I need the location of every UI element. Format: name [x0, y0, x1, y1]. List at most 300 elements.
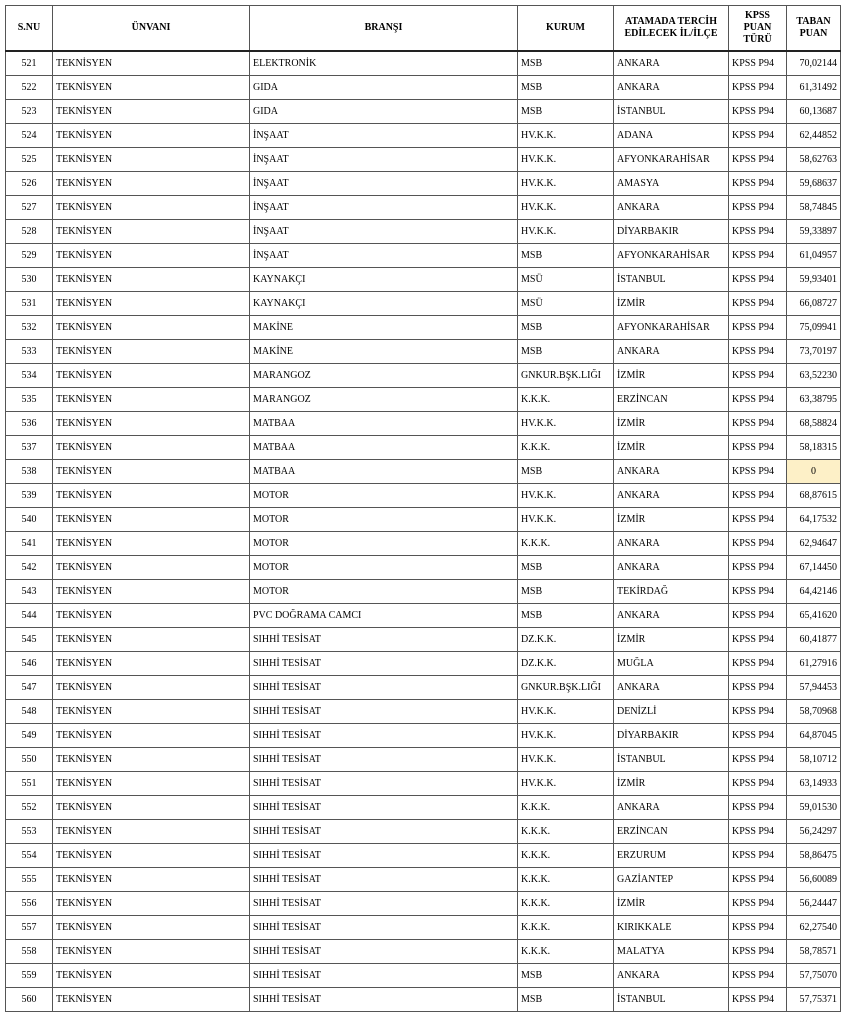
- cell-brans: SIHHİ TESİSAT: [250, 724, 518, 748]
- cell-kurum: HV.K.K.: [518, 124, 614, 148]
- cell-brans: MARANGOZ: [250, 388, 518, 412]
- table-row: [6, 916, 841, 940]
- cell-kpss: KPSS P94: [729, 676, 787, 700]
- cell-unvan: TEKNİSYEN: [53, 820, 250, 844]
- cell-brans: MOTOR: [250, 556, 518, 580]
- cell-sn: 526: [6, 172, 53, 196]
- table-row: [6, 844, 841, 868]
- header-unvan: ÜNVANI: [53, 6, 250, 52]
- cell-kpss: KPSS P94: [729, 100, 787, 124]
- table-row: [6, 724, 841, 748]
- cell-unvan: TEKNİSYEN: [53, 724, 250, 748]
- cell-brans: MOTOR: [250, 508, 518, 532]
- cell-il: AMASYA: [614, 172, 729, 196]
- cell-kpss: KPSS P94: [729, 268, 787, 292]
- cell-brans: SIHHİ TESİSAT: [250, 796, 518, 820]
- table-row: [6, 652, 841, 676]
- cell-unvan: TEKNİSYEN: [53, 964, 250, 988]
- cell-kurum: MSB: [518, 76, 614, 100]
- cell-unvan: TEKNİSYEN: [53, 124, 250, 148]
- cell-il: ERZİNCAN: [614, 388, 729, 412]
- cell-il: İSTANBUL: [614, 988, 729, 1012]
- table-row: [6, 868, 841, 892]
- cell-taban: 62,94647: [787, 532, 841, 556]
- table-row: [6, 532, 841, 556]
- cell-kurum: MSB: [518, 460, 614, 484]
- header-row: [6, 6, 841, 52]
- table-row: [6, 412, 841, 436]
- cell-kurum: HV.K.K.: [518, 700, 614, 724]
- cell-brans: MATBAA: [250, 412, 518, 436]
- table-row: [6, 340, 841, 364]
- cell-unvan: TEKNİSYEN: [53, 484, 250, 508]
- cell-kpss: KPSS P94: [729, 796, 787, 820]
- cell-taban: 64,42146: [787, 580, 841, 604]
- cell-taban: 61,04957: [787, 244, 841, 268]
- cell-sn: 547: [6, 676, 53, 700]
- cell-il: İSTANBUL: [614, 268, 729, 292]
- cell-kurum: HV.K.K.: [518, 196, 614, 220]
- cell-kpss: KPSS P94: [729, 484, 787, 508]
- cell-sn: 543: [6, 580, 53, 604]
- cell-taban: 58,70968: [787, 700, 841, 724]
- cell-il: ANKARA: [614, 676, 729, 700]
- cell-taban: 64,17532: [787, 508, 841, 532]
- cell-brans: İNŞAAT: [250, 124, 518, 148]
- cell-unvan: TEKNİSYEN: [53, 940, 250, 964]
- cell-unvan: TEKNİSYEN: [53, 508, 250, 532]
- cell-kurum: GNKUR.BŞK.LIĞI: [518, 676, 614, 700]
- cell-il: İZMİR: [614, 436, 729, 460]
- cell-kurum: K.K.K.: [518, 388, 614, 412]
- cell-sn: 537: [6, 436, 53, 460]
- cell-unvan: TEKNİSYEN: [53, 412, 250, 436]
- table-row: [6, 988, 841, 1012]
- cell-kpss: KPSS P94: [729, 172, 787, 196]
- cell-il: ANKARA: [614, 196, 729, 220]
- table-row: [6, 628, 841, 652]
- cell-sn: 539: [6, 484, 53, 508]
- cell-kpss: KPSS P94: [729, 580, 787, 604]
- cell-brans: SIHHİ TESİSAT: [250, 748, 518, 772]
- cell-sn: 557: [6, 916, 53, 940]
- header-taban: TABAN PUAN: [787, 6, 841, 52]
- cell-sn: 532: [6, 316, 53, 340]
- table-row: [6, 76, 841, 100]
- cell-kurum: MSB: [518, 964, 614, 988]
- table-row: [6, 796, 841, 820]
- table-row: [6, 604, 841, 628]
- cell-unvan: TEKNİSYEN: [53, 628, 250, 652]
- cell-kpss: KPSS P94: [729, 964, 787, 988]
- assignment-table: [5, 5, 841, 1012]
- cell-taban: 59,33897: [787, 220, 841, 244]
- cell-kurum: MSB: [518, 316, 614, 340]
- cell-brans: MOTOR: [250, 580, 518, 604]
- cell-kpss: KPSS P94: [729, 820, 787, 844]
- cell-unvan: TEKNİSYEN: [53, 292, 250, 316]
- cell-sn: 533: [6, 340, 53, 364]
- table-row: [6, 748, 841, 772]
- cell-taban: 59,68637: [787, 172, 841, 196]
- cell-kurum: HV.K.K.: [518, 412, 614, 436]
- cell-il: DİYARBAKIR: [614, 724, 729, 748]
- cell-sn: 544: [6, 604, 53, 628]
- cell-brans: MATBAA: [250, 460, 518, 484]
- table-row: [6, 364, 841, 388]
- cell-kurum: HV.K.K.: [518, 172, 614, 196]
- cell-brans: İNŞAAT: [250, 196, 518, 220]
- cell-kpss: KPSS P94: [729, 748, 787, 772]
- cell-kurum: HV.K.K.: [518, 724, 614, 748]
- cell-sn: 536: [6, 412, 53, 436]
- table-row: [6, 580, 841, 604]
- cell-sn: 531: [6, 292, 53, 316]
- cell-unvan: TEKNİSYEN: [53, 772, 250, 796]
- cell-unvan: TEKNİSYEN: [53, 76, 250, 100]
- cell-kurum: K.K.K.: [518, 892, 614, 916]
- cell-il: ANKARA: [614, 796, 729, 820]
- cell-sn: 522: [6, 76, 53, 100]
- cell-kurum: MSB: [518, 580, 614, 604]
- header-brans: BRANŞI: [250, 6, 518, 52]
- cell-kpss: KPSS P94: [729, 244, 787, 268]
- cell-taban: 61,27916: [787, 652, 841, 676]
- table-row: [6, 964, 841, 988]
- cell-unvan: TEKNİSYEN: [53, 460, 250, 484]
- cell-kurum: K.K.K.: [518, 532, 614, 556]
- cell-kurum: HV.K.K.: [518, 508, 614, 532]
- cell-il: ERZİNCAN: [614, 820, 729, 844]
- cell-taban: 64,87045: [787, 724, 841, 748]
- cell-brans: SIHHİ TESİSAT: [250, 988, 518, 1012]
- cell-sn: 530: [6, 268, 53, 292]
- cell-sn: 560: [6, 988, 53, 1012]
- cell-sn: 535: [6, 388, 53, 412]
- cell-brans: MAKİNE: [250, 316, 518, 340]
- cell-kpss: KPSS P94: [729, 700, 787, 724]
- cell-kpss: KPSS P94: [729, 76, 787, 100]
- cell-taban: 63,52230: [787, 364, 841, 388]
- cell-unvan: TEKNİSYEN: [53, 100, 250, 124]
- cell-taban: 75,09941: [787, 316, 841, 340]
- cell-il: TEKİRDAĞ: [614, 580, 729, 604]
- table-row: [6, 268, 841, 292]
- cell-kurum: K.K.K.: [518, 940, 614, 964]
- cell-unvan: TEKNİSYEN: [53, 340, 250, 364]
- table-row: [6, 940, 841, 964]
- cell-brans: SIHHİ TESİSAT: [250, 868, 518, 892]
- cell-il: GAZİANTEP: [614, 868, 729, 892]
- cell-taban: 59,01530: [787, 796, 841, 820]
- cell-unvan: TEKNİSYEN: [53, 604, 250, 628]
- cell-sn: 528: [6, 220, 53, 244]
- cell-il: ANKARA: [614, 51, 729, 76]
- cell-sn: 529: [6, 244, 53, 268]
- cell-brans: İNŞAAT: [250, 244, 518, 268]
- cell-kpss: KPSS P94: [729, 844, 787, 868]
- cell-sn: 553: [6, 820, 53, 844]
- cell-sn: 523: [6, 100, 53, 124]
- cell-il: KIRIKKALE: [614, 916, 729, 940]
- cell-taban: 56,24447: [787, 892, 841, 916]
- cell-brans: SIHHİ TESİSAT: [250, 628, 518, 652]
- cell-brans: SIHHİ TESİSAT: [250, 940, 518, 964]
- cell-kurum: GNKUR.BŞK.LIĞI: [518, 364, 614, 388]
- cell-kurum: DZ.K.K.: [518, 628, 614, 652]
- cell-unvan: TEKNİSYEN: [53, 748, 250, 772]
- table-row: [6, 700, 841, 724]
- cell-kpss: KPSS P94: [729, 628, 787, 652]
- table-row: [6, 460, 841, 484]
- cell-taban: 62,27540: [787, 916, 841, 940]
- cell-kpss: KPSS P94: [729, 556, 787, 580]
- cell-taban: 57,75070: [787, 964, 841, 988]
- cell-il: ANKARA: [614, 484, 729, 508]
- cell-kpss: KPSS P94: [729, 436, 787, 460]
- cell-kurum: K.K.K.: [518, 916, 614, 940]
- cell-brans: ELEKTRONİK: [250, 51, 518, 76]
- cell-kpss: KPSS P94: [729, 148, 787, 172]
- table-row: [6, 100, 841, 124]
- cell-unvan: TEKNİSYEN: [53, 700, 250, 724]
- table-row: [6, 508, 841, 532]
- cell-unvan: TEKNİSYEN: [53, 916, 250, 940]
- cell-taban: 61,31492: [787, 76, 841, 100]
- cell-kurum: K.K.K.: [518, 868, 614, 892]
- cell-il: MUĞLA: [614, 652, 729, 676]
- cell-kurum: K.K.K.: [518, 844, 614, 868]
- cell-kpss: KPSS P94: [729, 196, 787, 220]
- cell-brans: MAKİNE: [250, 340, 518, 364]
- cell-il: AFYONKARAHİSAR: [614, 244, 729, 268]
- cell-kurum: MSB: [518, 51, 614, 76]
- cell-sn: 545: [6, 628, 53, 652]
- cell-kpss: KPSS P94: [729, 508, 787, 532]
- cell-brans: İNŞAAT: [250, 220, 518, 244]
- header-sn: S.NU: [6, 6, 53, 52]
- cell-unvan: TEKNİSYEN: [53, 51, 250, 76]
- table-row: [6, 292, 841, 316]
- cell-unvan: TEKNİSYEN: [53, 988, 250, 1012]
- cell-il: ANKARA: [614, 460, 729, 484]
- header-il: ATAMADA TERCİH EDİLECEK İL/İLÇE: [614, 6, 729, 52]
- cell-il: İZMİR: [614, 292, 729, 316]
- cell-taban: 60,13687: [787, 100, 841, 124]
- cell-brans: PVC DOĞRAMA CAMCI: [250, 604, 518, 628]
- table-header: [6, 6, 841, 52]
- cell-il: İZMİR: [614, 772, 729, 796]
- cell-kurum: K.K.K.: [518, 820, 614, 844]
- cell-sn: 551: [6, 772, 53, 796]
- cell-il: İSTANBUL: [614, 100, 729, 124]
- cell-unvan: TEKNİSYEN: [53, 580, 250, 604]
- cell-brans: MATBAA: [250, 436, 518, 460]
- cell-taban: 60,41877: [787, 628, 841, 652]
- cell-taban: 0: [787, 460, 841, 484]
- cell-sn: 556: [6, 892, 53, 916]
- cell-taban: 57,75371: [787, 988, 841, 1012]
- header-kpss: KPSS PUAN TÜRÜ: [729, 6, 787, 52]
- cell-sn: 534: [6, 364, 53, 388]
- cell-kurum: HV.K.K.: [518, 220, 614, 244]
- cell-unvan: TEKNİSYEN: [53, 676, 250, 700]
- cell-brans: SIHHİ TESİSAT: [250, 844, 518, 868]
- table-row: [6, 124, 841, 148]
- cell-kpss: KPSS P94: [729, 51, 787, 76]
- cell-sn: 559: [6, 964, 53, 988]
- cell-brans: KAYNAKÇI: [250, 292, 518, 316]
- table-row: [6, 172, 841, 196]
- cell-kpss: KPSS P94: [729, 292, 787, 316]
- cell-il: ANKARA: [614, 76, 729, 100]
- cell-unvan: TEKNİSYEN: [53, 316, 250, 340]
- cell-kpss: KPSS P94: [729, 916, 787, 940]
- cell-brans: İNŞAAT: [250, 172, 518, 196]
- cell-il: ANKARA: [614, 532, 729, 556]
- cell-sn: 541: [6, 532, 53, 556]
- cell-taban: 59,93401: [787, 268, 841, 292]
- cell-brans: KAYNAKÇI: [250, 268, 518, 292]
- cell-kpss: KPSS P94: [729, 316, 787, 340]
- cell-brans: SIHHİ TESİSAT: [250, 772, 518, 796]
- cell-kpss: KPSS P94: [729, 388, 787, 412]
- cell-taban: 68,58824: [787, 412, 841, 436]
- cell-kurum: MSB: [518, 556, 614, 580]
- cell-il: DİYARBAKIR: [614, 220, 729, 244]
- cell-sn: 555: [6, 868, 53, 892]
- cell-sn: 549: [6, 724, 53, 748]
- cell-unvan: TEKNİSYEN: [53, 532, 250, 556]
- cell-taban: 73,70197: [787, 340, 841, 364]
- cell-kurum: HV.K.K.: [518, 484, 614, 508]
- cell-sn: 554: [6, 844, 53, 868]
- cell-taban: 56,60089: [787, 868, 841, 892]
- cell-il: DENİZLİ: [614, 700, 729, 724]
- cell-il: AFYONKARAHİSAR: [614, 148, 729, 172]
- cell-taban: 63,14933: [787, 772, 841, 796]
- cell-il: İSTANBUL: [614, 748, 729, 772]
- cell-taban: 58,74845: [787, 196, 841, 220]
- cell-il: İZMİR: [614, 412, 729, 436]
- cell-brans: İNŞAAT: [250, 148, 518, 172]
- cell-il: İZMİR: [614, 364, 729, 388]
- cell-unvan: TEKNİSYEN: [53, 268, 250, 292]
- table-row: [6, 220, 841, 244]
- table-row: [6, 676, 841, 700]
- cell-kpss: KPSS P94: [729, 460, 787, 484]
- cell-kurum: MSÜ: [518, 292, 614, 316]
- cell-il: ANKARA: [614, 340, 729, 364]
- cell-kurum: MSB: [518, 100, 614, 124]
- cell-kpss: KPSS P94: [729, 532, 787, 556]
- cell-unvan: TEKNİSYEN: [53, 436, 250, 460]
- cell-unvan: TEKNİSYEN: [53, 892, 250, 916]
- cell-il: ANKARA: [614, 604, 729, 628]
- cell-brans: SIHHİ TESİSAT: [250, 676, 518, 700]
- cell-sn: 552: [6, 796, 53, 820]
- table-row: [6, 196, 841, 220]
- cell-brans: SIHHİ TESİSAT: [250, 700, 518, 724]
- cell-sn: 527: [6, 196, 53, 220]
- cell-unvan: TEKNİSYEN: [53, 844, 250, 868]
- cell-il: ADANA: [614, 124, 729, 148]
- cell-kpss: KPSS P94: [729, 364, 787, 388]
- cell-sn: 524: [6, 124, 53, 148]
- cell-kpss: KPSS P94: [729, 124, 787, 148]
- table-row: [6, 51, 841, 76]
- cell-taban: 63,38795: [787, 388, 841, 412]
- cell-kpss: KPSS P94: [729, 724, 787, 748]
- cell-kurum: HV.K.K.: [518, 772, 614, 796]
- cell-taban: 66,08727: [787, 292, 841, 316]
- cell-il: ANKARA: [614, 964, 729, 988]
- table-row: [6, 244, 841, 268]
- cell-unvan: TEKNİSYEN: [53, 172, 250, 196]
- cell-kurum: HV.K.K.: [518, 748, 614, 772]
- cell-unvan: TEKNİSYEN: [53, 796, 250, 820]
- cell-kurum: DZ.K.K.: [518, 652, 614, 676]
- cell-unvan: TEKNİSYEN: [53, 364, 250, 388]
- cell-kurum: MSB: [518, 604, 614, 628]
- cell-taban: 65,41620: [787, 604, 841, 628]
- cell-unvan: TEKNİSYEN: [53, 556, 250, 580]
- cell-sn: 521: [6, 51, 53, 76]
- cell-sn: 558: [6, 940, 53, 964]
- cell-taban: 58,86475: [787, 844, 841, 868]
- cell-unvan: TEKNİSYEN: [53, 148, 250, 172]
- cell-sn: 542: [6, 556, 53, 580]
- cell-taban: 70,02144: [787, 51, 841, 76]
- table-row: [6, 436, 841, 460]
- cell-kpss: KPSS P94: [729, 220, 787, 244]
- cell-taban: 58,18315: [787, 436, 841, 460]
- cell-kpss: KPSS P94: [729, 412, 787, 436]
- cell-kurum: HV.K.K.: [518, 148, 614, 172]
- cell-sn: 540: [6, 508, 53, 532]
- cell-sn: 546: [6, 652, 53, 676]
- cell-unvan: TEKNİSYEN: [53, 868, 250, 892]
- table-row: [6, 316, 841, 340]
- table-row: [6, 772, 841, 796]
- cell-taban: 56,24297: [787, 820, 841, 844]
- cell-unvan: TEKNİSYEN: [53, 220, 250, 244]
- cell-taban: 62,44852: [787, 124, 841, 148]
- cell-il: ANKARA: [614, 556, 729, 580]
- cell-kurum: K.K.K.: [518, 796, 614, 820]
- cell-unvan: TEKNİSYEN: [53, 388, 250, 412]
- table-row: [6, 820, 841, 844]
- table-row: [6, 484, 841, 508]
- cell-taban: 67,14450: [787, 556, 841, 580]
- cell-kpss: KPSS P94: [729, 940, 787, 964]
- cell-unvan: TEKNİSYEN: [53, 244, 250, 268]
- cell-brans: SIHHİ TESİSAT: [250, 916, 518, 940]
- cell-sn: 525: [6, 148, 53, 172]
- header-kurum: KURUM: [518, 6, 614, 52]
- cell-brans: SIHHİ TESİSAT: [250, 892, 518, 916]
- cell-sn: 548: [6, 700, 53, 724]
- cell-kurum: MSB: [518, 988, 614, 1012]
- cell-il: AFYONKARAHİSAR: [614, 316, 729, 340]
- table-row: [6, 388, 841, 412]
- cell-sn: 550: [6, 748, 53, 772]
- cell-taban: 58,62763: [787, 148, 841, 172]
- cell-il: İZMİR: [614, 628, 729, 652]
- cell-brans: SIHHİ TESİSAT: [250, 820, 518, 844]
- cell-kpss: KPSS P94: [729, 340, 787, 364]
- table-row: [6, 892, 841, 916]
